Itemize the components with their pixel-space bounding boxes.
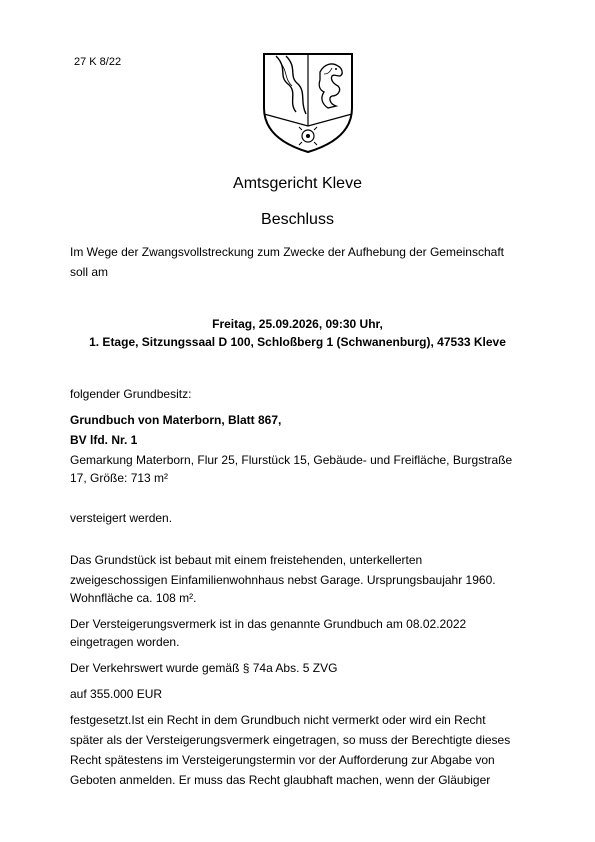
bv-number: BV lfd. Nr. 1 bbox=[70, 433, 138, 447]
description-line-3: Wohnfläche ca. 108 m². bbox=[70, 591, 197, 605]
property-label: folgender Grundbesitz: bbox=[70, 387, 192, 401]
intro-line-1: Im Wege der Zwangsvollstreckung zum Zwecke der Aufhebung der Gemeinschaft bbox=[70, 245, 504, 259]
coat-of-arms-nrw-icon bbox=[258, 46, 358, 156]
document-type: Beschluss bbox=[261, 211, 334, 228]
rights-line-2: später als der Versteigerungsvermerk eingetragen, so muss der Berechtigte dieses bbox=[70, 733, 511, 747]
description-line-2: zweigeschossigen Einfamilienwohnhaus nebst Garage. Ursprungsbaujahr 1960. bbox=[70, 573, 496, 587]
rights-line-1: festgesetzt.Ist ein Recht in dem Grundbuch nicht vermerkt oder wird ein Recht bbox=[70, 713, 486, 727]
court-name: Amtsgericht Kleve bbox=[233, 175, 362, 192]
rights-line-3: Recht spätestens im Versteigerungstermin vor der Aufforderung zur Abgabe von bbox=[70, 753, 495, 767]
rights-line-4: Geboten anmelden. Er muss das Recht glaubhaft machen, wenn der Gläubiger bbox=[70, 773, 491, 787]
land-register: Grundbuch von Materborn, Blatt 867, bbox=[70, 413, 282, 427]
parcel-line-1: Gemarkung Materborn, Flur 25, Flurstück 15, Gebäude- und Freifläche, Burgstraße bbox=[70, 453, 513, 467]
market-value-line-2: auf 355.000 EUR bbox=[70, 687, 163, 701]
description-line-1: Das Grundstück ist bebaut mit einem freistehenden, unterkellerten bbox=[70, 553, 423, 567]
auction-phrase: versteigert werden. bbox=[70, 511, 173, 525]
register-entry-line-1: Der Versteigerungsvermerk ist in das genannte Grundbuch am 08.02.2022 bbox=[70, 617, 467, 631]
market-value-line-1: Der Verkehrswert wurde gemäß § 74a Abs. 5 ZVG bbox=[70, 661, 338, 675]
file-number: 27 K 8/22 bbox=[74, 56, 122, 68]
register-entry-line-2: eingetragen worden. bbox=[70, 635, 180, 649]
auction-date: Freitag, 25.09.2026, 09:30 Uhr, bbox=[212, 317, 383, 331]
parcel-line-2: 17, Größe: 713 m² bbox=[70, 471, 169, 485]
intro-line-2: soll am bbox=[70, 265, 109, 279]
auction-location: 1. Etage, Sitzungssaal D 100, Schloßberg 1 (Schwanenburg), 47533 Kleve bbox=[89, 335, 506, 349]
